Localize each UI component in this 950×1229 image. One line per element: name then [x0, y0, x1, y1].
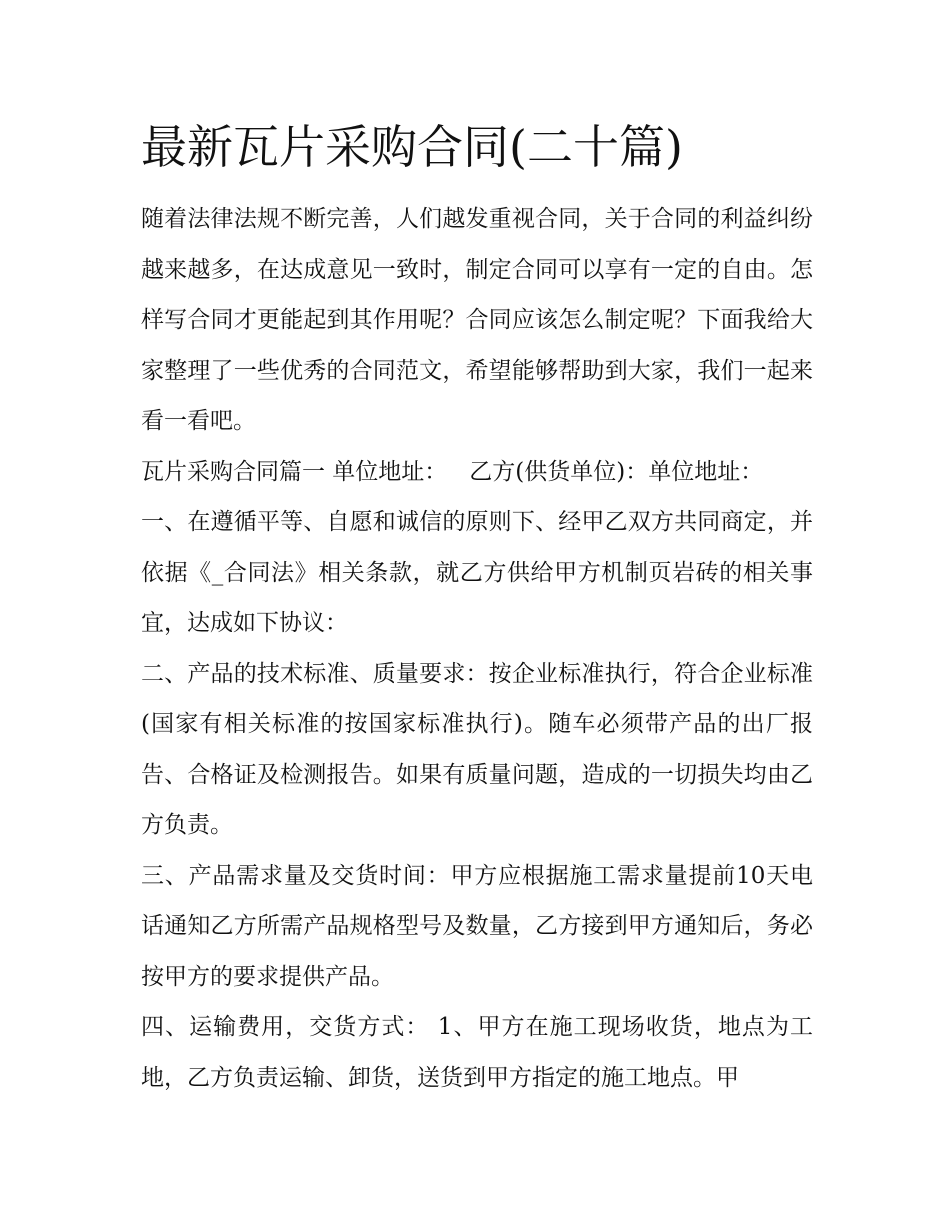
paragraph-clause-2: 二、产品的技术标准、质量要求：按企业标准执行，符合企业标准(国家有相关标准的按国家标准执行)。随车必须带产品的出厂报告、合格证及检测报告。如果有质量问题，造成的一切损失均由乙方负责。	[141, 660, 813, 838]
paragraph-clause-4: 四、运输费用，交货方式： 1、甲方在施工现场收货，地点为工地，乙方负责运输、卸货，送货到甲方指定的施工地点。甲	[141, 1014, 813, 1091]
paragraph-clause-3: 三、产品需求量及交货时间：甲方应根据施工需求量提前10天电话通知乙方所需产品规格型号及数量，乙方接到甲方通知后，务必按甲方的要求提供产品。	[141, 862, 813, 990]
document-page	[141, 112, 813, 1103]
paragraph-clause-1: 一、在遵循平等、自愿和诚信的原则下、经甲乙双方共同商定，并依据《_合同法》相关条款，就乙方供给甲方机制页岩砖的相关事宜，达成如下协议：	[141, 509, 813, 636]
paragraph-contract-header: 瓦片采购合同篇一 单位地址： 乙方(供货单位)：单位地址：	[141, 458, 764, 485]
document-title: 最新瓦片采购合同(二十篇)	[141, 120, 683, 174]
paragraph-intro: 随着法律法规不断完善，人们越发重视合同，关于合同的利益纠纷越来越多，在达成意见一致时，制定合同可以享有一定的自由。怎样写合同才更能起到其作用呢？合同应该怎么制定呢？下面我给大家整理了一些优秀的合同范文，希望能够帮助到大家，我们一起来看一看吧。	[141, 206, 813, 434]
